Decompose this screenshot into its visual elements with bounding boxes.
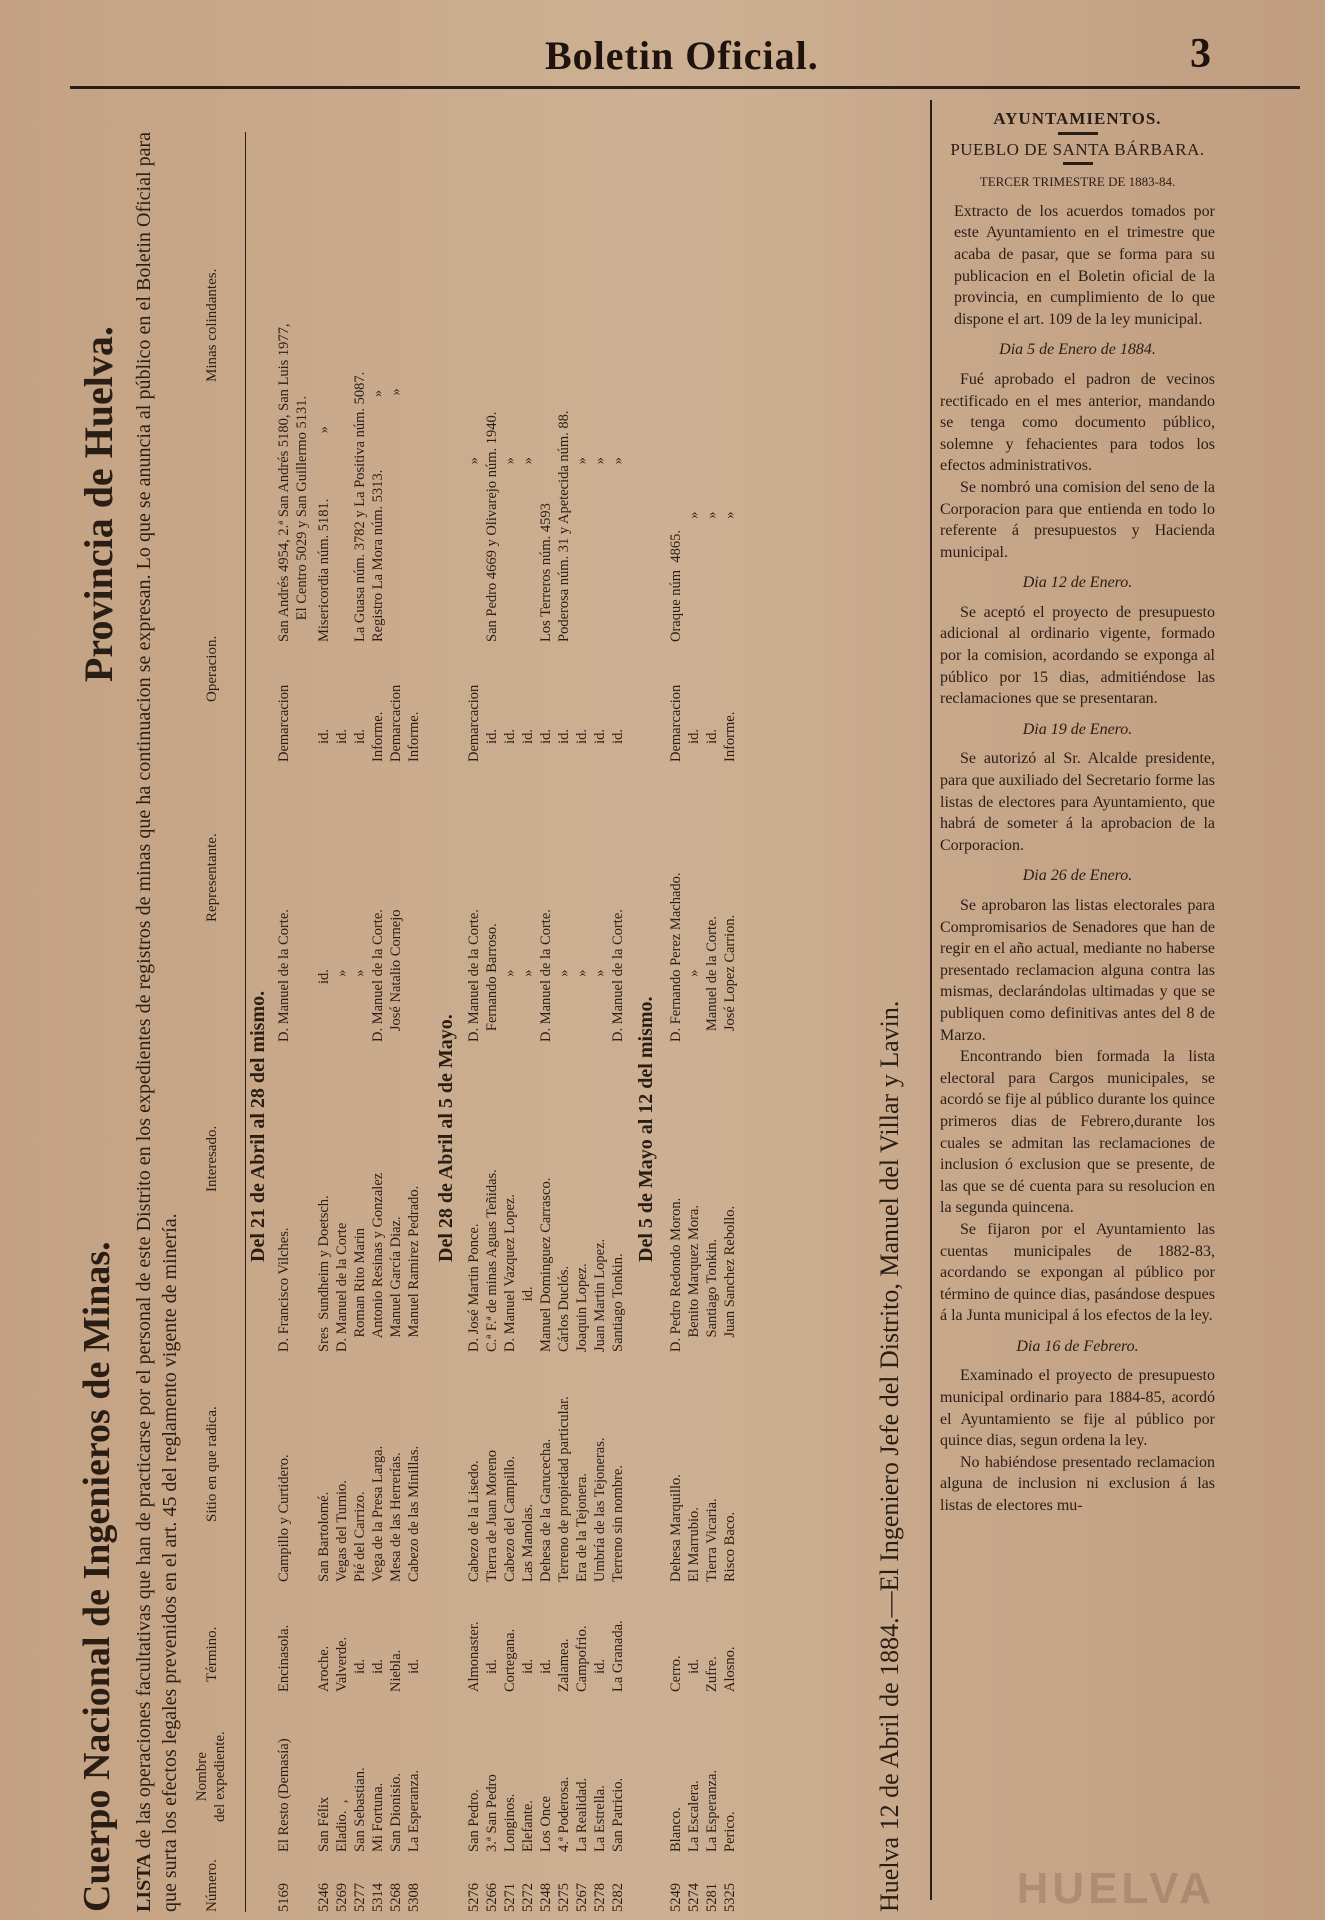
cell-nombre: Blanco. La Escalera. La Esperanza. Perico. — [668, 1769, 738, 1852]
cell-interesado: D. Francisco Vilches. — [276, 1227, 292, 1352]
header-rule — [70, 86, 1300, 89]
cell-operacion: id. id. id. Informe. Demarcacion Informe. — [316, 684, 422, 762]
cell-operacion: Demarcacion id. id. Informe. — [668, 684, 738, 762]
cell-numero: 5249 5274 5281 5325 — [668, 1883, 738, 1912]
cell-sitio: Cabezo de la Lisedo. Tierra de Juan Moreno Cabezo del Campillo. Las Manolas. Dehesa de la Garucecha. Terreno de propiedad particular. Era de la Tejonera. Umbría de las Tejoneras. Terreno sin nombre. — [466, 1396, 626, 1582]
cell-numero: 5169 — [276, 1883, 292, 1912]
ayuntamientos-column — [940, 108, 1215, 1517]
paragraph: Examinado el proyecto de presupuesto municipal ordinario para 1884-85, acordó el Ayuntamiento se fije al público por quince dias, segun ordena la ley. — [940, 1367, 1215, 1450]
date-heading: Dia 19 de Enero. — [1022, 720, 1133, 738]
col-header-operacion: Operacion. — [204, 635, 220, 702]
col-header-sitio: Sitio en que radica. — [204, 1406, 220, 1522]
cell-nombre: San Pedro. 3.ª San Pedro Longinos. Elefante. Los Once 4.ª Poderosa. La Realidad. La Estrella. San Patricio. — [466, 1774, 626, 1852]
cell-operacion: Demarcacion — [276, 684, 292, 762]
period-heading: Del 21 de Abril al 28 del mismo. — [247, 990, 269, 1262]
cell-interesado: Sres Sundheim y Doetsch. D. Manuel de la Corte Roman Rito Marin Antonio Resinas y Gonzalez Manuel García Diaz. Manuel Ramirez Pedrado. — [316, 1172, 422, 1352]
date-heading: Dia 16 de Febrero. — [1016, 1337, 1139, 1355]
paragraph: Se autorizó al Sr. Alcalde presidente, para que auxiliado del Secretario forme las listas de electores para Ayuntamiento, que habrá de someter á la aprobacion de la Corporacion. — [940, 750, 1215, 854]
cell-minas: San Andrés 4954, 2.ª San Andrés 5180, San Luis 1977, El Centro 5029 y San Guillermo 5131. — [276, 323, 310, 642]
ornament-rule — [1063, 162, 1093, 165]
cell-sitio: San Bartolomé. Vegas del Turnio. Pié del Carrizo. Vega de la Presa Larga. Mesa de las Herrerías. Cabezo de las Minillas. — [316, 1445, 422, 1582]
intro-paragraph: Extracto de los acuerdos tomados por este Ayuntamiento en el trimestre que acaba de pasar, que se forma para su publicacion en el Boletin oficial de la provincia, en cumplimiento de lo que dispone el art. 109 de la ley municipal. — [954, 202, 1215, 328]
cell-representante: id. » » D. Manuel de la Corte. José Natalio Cornejo — [316, 909, 404, 1042]
watermark-text: HUELVA — [1016, 1864, 1215, 1913]
cell-representante: D. Manuel de la Corte. Fernando Barroso. » » D. Manuel de la Corte. » » » D. Manuel de la Corte. — [466, 909, 626, 1042]
paragraph: Encontrando bien formada la lista electoral para Cargos municipales, se acordó se fije al público durante los quince primeros dias de Febrero,durante los cuales se admitan las reclamaciones de inclusion ó exclusion que se presente, de las que se dé cuenta para su resolucion en la segunda quincena. — [940, 1048, 1216, 1217]
pueblo-heading: PUEBLO DE SANTA BÁRBARA. — [950, 139, 1205, 159]
col-header-nombre: Nombre del expediente. — [194, 1731, 228, 1822]
signature-line: Huelva 12 de Abril de 1884.—El Ingeniero Jefe del Distrito, Manuel del Villar y Lavin. — [875, 1000, 904, 1912]
cell-termino: Encinasola. — [276, 1624, 292, 1692]
paragraph: Se fijaron por el Ayuntamiento las cuentas municipales de 1882-83, acordando se expongan al público por término de quince dias, pasándose despues á la Junta municipal á los efectos de la ley. — [940, 1220, 1215, 1325]
cell-sitio: Campillo y Curtidero. — [276, 1454, 292, 1582]
ornament-rule — [1058, 132, 1098, 135]
section-heading: AYUNTAMIENTOS. — [993, 109, 1162, 128]
cell-sitio: Dehesa Marquillo. El Marrubio. Tierra Vicaria. Risco Baco. — [668, 1474, 738, 1582]
cell-numero: 5246 5269 5277 5314 5268 5308 — [316, 1883, 422, 1912]
cell-representante: D. Fernando Perez Machado. » Manuel de la Corte. José Lopez Carrion. — [668, 872, 738, 1042]
date-heading: Dia 26 de Enero. — [1022, 867, 1133, 885]
province-title: Provincia de Huelva. — [76, 326, 121, 682]
cell-operacion: Demarcacion id. id. id. id. id. id. id. id. — [466, 684, 626, 762]
cell-nombre: El Resto (Demasía) — [276, 1738, 292, 1852]
col-header-termino: Término. — [204, 1626, 220, 1682]
cell-minas: » San Pedro 4669 y Olivarejo núm. 1940. » » Los Terreros núm. 4593 Poderosa núm. 31 y Apetecida núm. 88. » » » — [466, 410, 626, 642]
cell-minas: Misericordia núm. 5181. » La Guasa núm. 3782 y La Positiva núm. 5087. Registro La Mora núm. 5313. » » — [316, 371, 404, 642]
intro-text: de las operaciones facultativas que han de practicarse por el personal de este Distrito en los expedientes de registros de minas que ha continuacion se expresan. Lo que se anuncia al público en el Boletin Oficial para que surta los efectos legales prevenidos en el art. 45 del reglamento vigente de minería. — [133, 131, 181, 1912]
section-title: Cuerpo Nacional de Ingenieros de Minas. — [76, 1241, 118, 1912]
newspaper-title: Boletin Oficial. — [545, 33, 819, 78]
paragraph: Se aprobaron las listas electorales para Compromisarios de Senadores que han de regir en el año actual, mediante no haberse presentado reclamacion alguna contra las mismas, declarándolas ultimadas y que se publiquen como definitivas antes del 8 de Marzo. — [940, 897, 1215, 1044]
table-top-rule — [245, 132, 246, 1912]
date-heading: Dia 12 de Enero. — [1022, 574, 1133, 592]
library-watermark — [935, 1840, 1235, 1920]
page-number: 3 — [1190, 31, 1211, 77]
cell-numero: 5276 5266 5271 5272 5248 5275 5267 5278 5282 — [466, 1883, 626, 1912]
cell-termino: Aroche. Valverde. id. id. Niebla. id. — [316, 1636, 422, 1692]
cell-termino: Cerro. id. Zufre. Alosno. — [668, 1646, 738, 1692]
notice-intro — [131, 132, 183, 1912]
paragraph: Fué aprobado el padron de vecinos rectificado en el mes anterior, mandando se tenga como documento público, solemne y fehacientes para todos los efectos administrativos. — [940, 370, 1215, 475]
cell-interesado: D. Pedro Redondo Moron. Benito Marquez Mora. Santiago Tonkin. Juan Sanchez Rebollo. — [668, 1197, 738, 1352]
col-header-interesado: Interesado. — [204, 1125, 220, 1192]
cell-representante: D. Manuel de la Corte. — [276, 909, 292, 1042]
mining-notice — [75, 92, 935, 1912]
cell-minas: Oraque núm 4865. » » » — [668, 511, 738, 642]
trimestre-heading: TERCER TRIMESTRE DE 1883-84. — [979, 174, 1176, 190]
paragraph: Se nombró una comision del seno de la Corporacion para que entienda en todo lo referente á presupuestos y Hacienda municipal. — [940, 478, 1215, 561]
cell-nombre: San Félix Eladio. , San Sebastian. Mi Fortuna. San Dionisio. La Esperanza. — [316, 1767, 422, 1852]
paragraph: Se aceptó el proyecto de presupuesto adicional al ordinario vigente, formado por la comision, acordando se exponga al público por 15 dias, admitiéndose las reclamaciones que se presentaran. — [940, 603, 1215, 708]
paragraph: No habiéndose presentado reclamacion alguna de inclusion ni exclusion á las listas de electores mu- — [940, 1453, 1215, 1515]
period-heading: Del 5 de Mayo al 12 del mismo. — [635, 996, 657, 1262]
col-header-minas: Minas colindantes. — [204, 268, 220, 382]
col-header-representante: Representante. — [204, 833, 220, 922]
cell-termino: Almonaster. id. Cortegana. id. id. Zalamea. Campofrio. id. La Granada. — [466, 1620, 626, 1692]
date-heading: Dia 5 de Enero de 1884. — [999, 341, 1156, 359]
col-header-numero: Número. — [204, 1859, 220, 1912]
period-heading: Del 28 de Abril al 5 de Mayo. — [435, 1014, 457, 1262]
cell-interesado: D. José Martin Ponce. C.ª F.ª de minas Aguas Teñidas. D. Manuel Vazquez Lopez. id. Manuel Dominguez Carrasco. Cárlos Duclós. Joaquin Lopez. Juan Martin Lopez. Santiago Tonkin. — [466, 1169, 626, 1352]
intro-lead: LISTA — [133, 1853, 155, 1912]
